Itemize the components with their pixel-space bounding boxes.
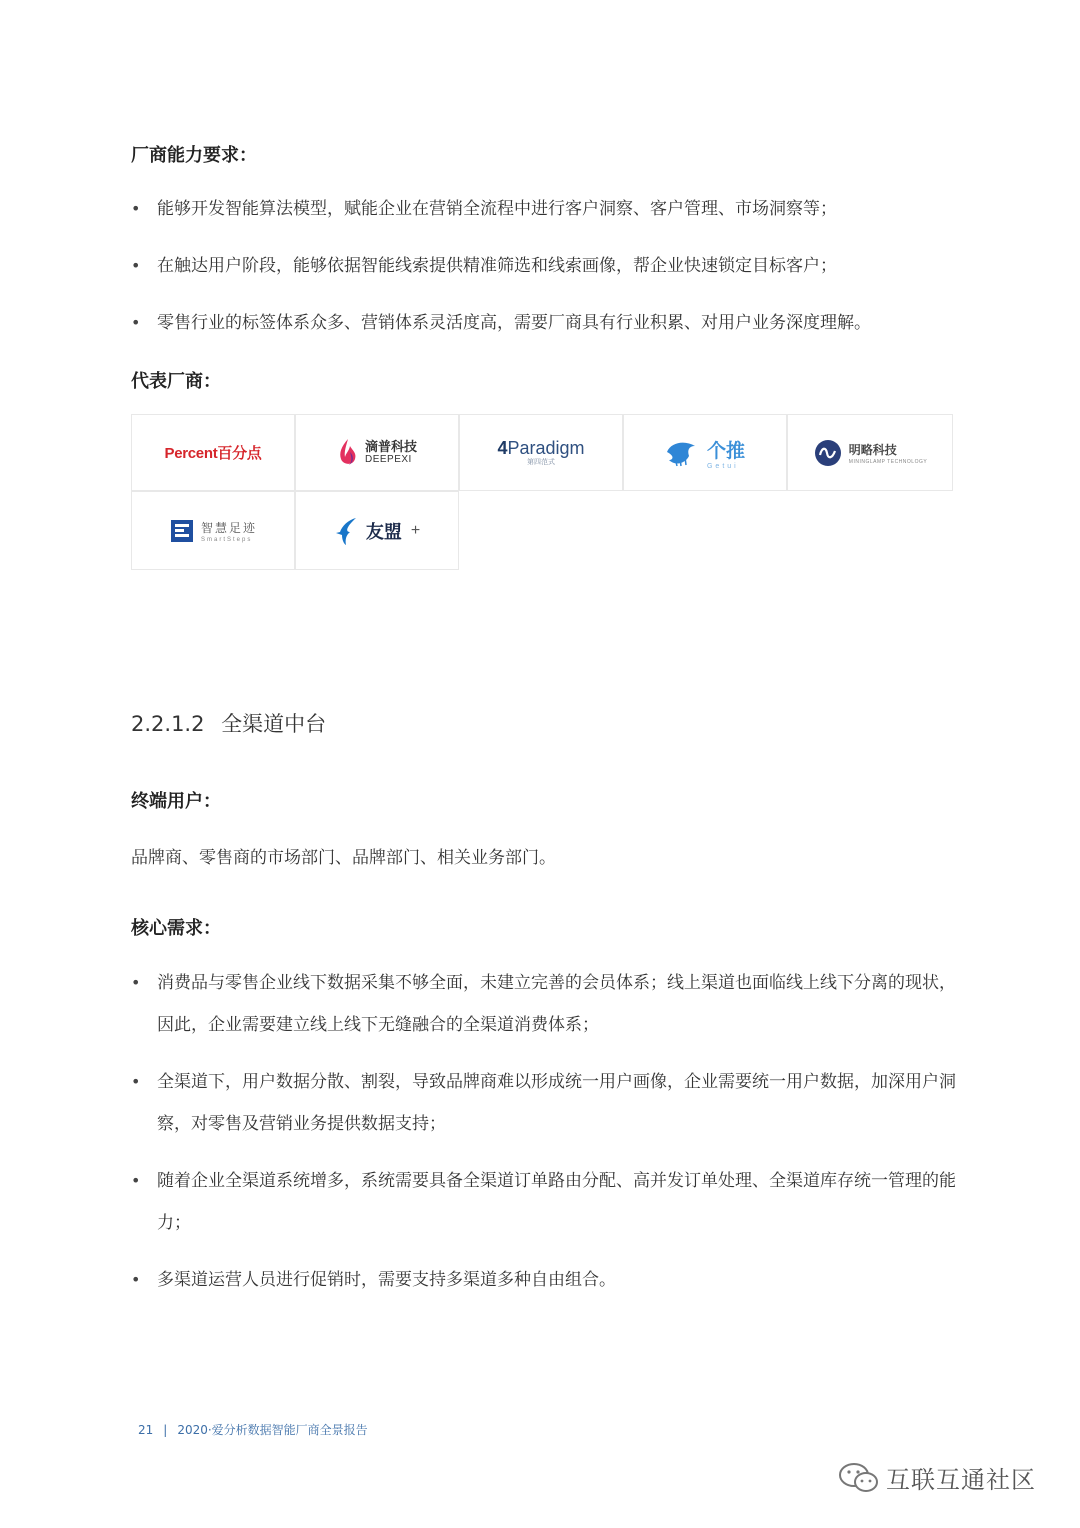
flame-icon bbox=[337, 438, 359, 468]
mingluo-en: MININGLAMP TECHNOLOGY bbox=[848, 458, 928, 465]
page-footer bbox=[138, 1421, 368, 1438]
report-title: 2020·爱分析数据智能厂商全景报告 bbox=[177, 1423, 368, 1437]
page-number: 21 bbox=[138, 1423, 154, 1437]
list-item: • 随着企业全渠道系统增多，系统需要具备全渠道订单路由分配、高并发订单处理、全渠道库存统一管理的能力； bbox=[131, 1160, 961, 1244]
logo-cell-percent bbox=[131, 414, 295, 491]
core-needs-heading: 核心需求： bbox=[131, 918, 221, 939]
deepexi-cn: 滴普科技 bbox=[364, 438, 417, 454]
list-item: • 全渠道下，用户数据分散、割裂，导致品牌商难以形成统一用户画像，企业需要统一用户数据，加深用户洞察，对零售及营销业务提供数据支持； bbox=[131, 1061, 961, 1145]
section-title-text: 全渠道中台 bbox=[221, 712, 327, 736]
list-item: • 在触达用户阶段，能够依据智能线索提供精准筛选和线索画像，帮企业快速锁定目标客户； bbox=[131, 245, 961, 287]
getui-bird-icon bbox=[665, 438, 701, 468]
list-item: • 零售行业的标签体系众多、营销体系灵活度高，需要厂商具有行业积累、对用户业务深度理解。 bbox=[131, 302, 961, 344]
smartsteps-en: SmartSteps bbox=[200, 536, 253, 543]
logo-cell-paradigm bbox=[459, 414, 623, 491]
smartsteps-logo bbox=[169, 518, 257, 544]
paradigm-main: Paradigm bbox=[507, 438, 585, 458]
end-users-heading: 终端用户： bbox=[131, 791, 221, 812]
watermark bbox=[838, 1460, 1036, 1495]
getui-logo bbox=[665, 436, 745, 470]
mingluo-logo bbox=[813, 438, 927, 468]
wechat-icon bbox=[838, 1461, 880, 1495]
logo-cell-umeng bbox=[295, 491, 459, 570]
smartsteps-icon bbox=[169, 518, 195, 544]
list-item: • 能够开发智能算法模型，赋能企业在营销全流程中进行客户洞察、客户管理、市场洞察等； bbox=[131, 188, 961, 230]
vendor-requirements-heading: 厂商能力要求： bbox=[131, 145, 257, 166]
smartsteps-cn: 智慧足迹 bbox=[200, 520, 257, 535]
watermark-text: 互联互通社区 bbox=[886, 1466, 1036, 1494]
mingluo-circle-icon bbox=[813, 438, 843, 468]
section-number: 2.2.1.2 bbox=[131, 712, 205, 736]
list-item: • 消费品与零售企业线下数据采集不够全面，未建立完善的会员体系；线上渠道也面临线上线下分离的现状，因此，企业需要建立线上线下无缝融合的全渠道消费体系； bbox=[131, 962, 961, 1046]
umeng-cn: 友盟 bbox=[365, 521, 402, 542]
paradigm-num: 4 bbox=[497, 438, 508, 458]
list-item: • 多渠道运营人员进行促销时，需要支持多渠道多种自由组合。 bbox=[131, 1259, 961, 1301]
end-users-text: 品牌商、零售商的市场部门、品牌部门、相关业务部门。 bbox=[131, 848, 556, 868]
footer-separator: | bbox=[163, 1423, 168, 1437]
percent-logo: Percent百分点 bbox=[164, 445, 262, 462]
mingluo-cn: 明略科技 bbox=[848, 442, 897, 457]
paradigm-logo bbox=[497, 438, 584, 467]
getui-en: Getui bbox=[706, 462, 739, 470]
vendor-requirements-list bbox=[131, 188, 961, 344]
deepexi-en: DEEPEXI bbox=[364, 454, 412, 466]
umeng-logo bbox=[334, 516, 420, 546]
logo-cell-deepexi bbox=[295, 414, 459, 491]
getui-cn: 个推 bbox=[706, 440, 745, 462]
vendor-logo-grid bbox=[131, 414, 953, 570]
core-needs-list bbox=[131, 962, 961, 1301]
representative-vendors-heading: 代表厂商： bbox=[131, 371, 221, 392]
deepexi-logo bbox=[337, 438, 417, 468]
umeng-plus: + bbox=[410, 521, 421, 539]
umeng-swallow-icon bbox=[334, 516, 360, 546]
logo-cell-smartsteps bbox=[131, 491, 295, 570]
paradigm-sub: 第四范式 bbox=[527, 459, 555, 466]
logo-cell-getui bbox=[623, 414, 787, 491]
logo-cell-mingluo bbox=[787, 414, 953, 491]
section-title bbox=[131, 708, 326, 738]
